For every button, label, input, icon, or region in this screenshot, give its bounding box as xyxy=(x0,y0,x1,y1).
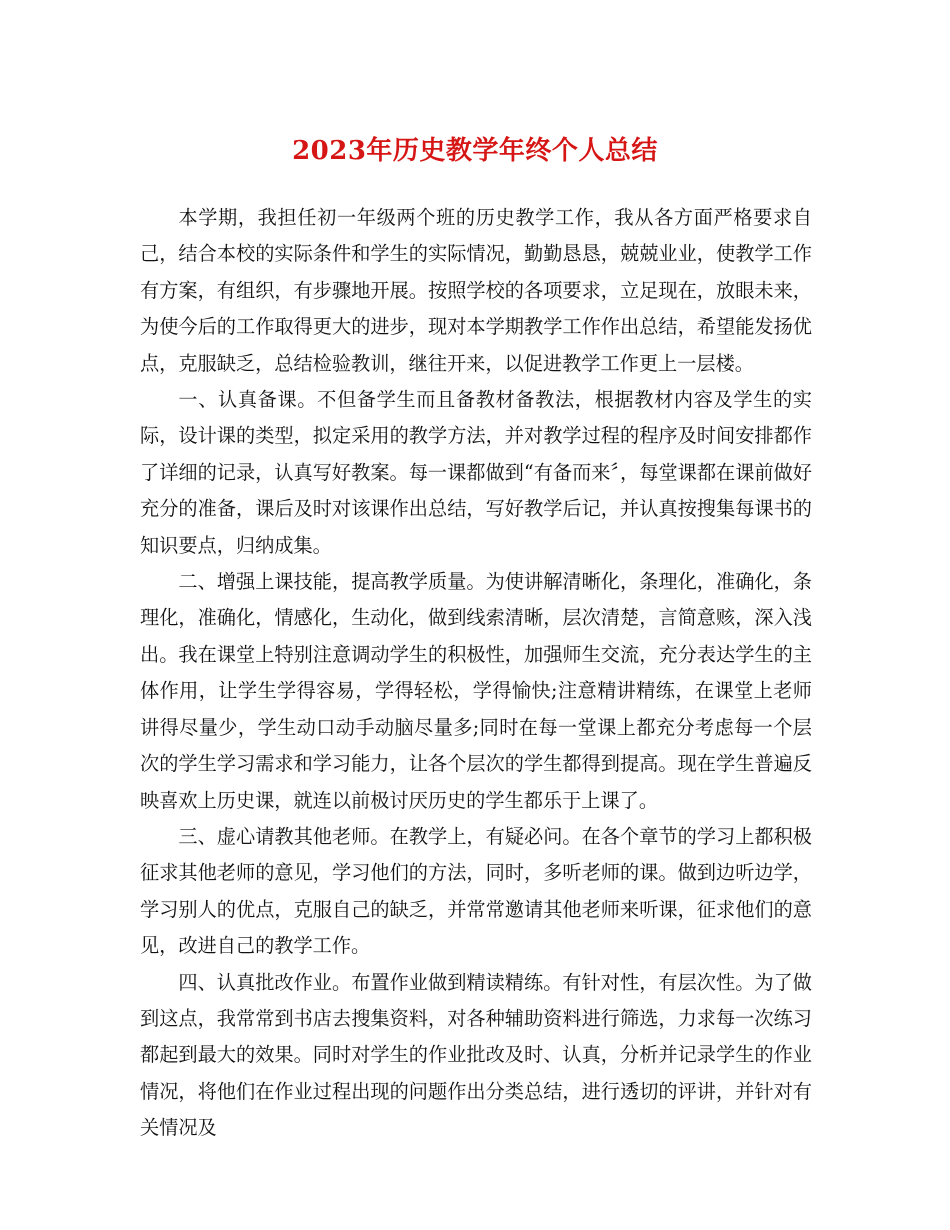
document-body xyxy=(140,200,812,1147)
document-title: 2023年历史教学年终个人总结 xyxy=(292,136,658,166)
paragraph-section-3: 三、虚心请教其他老师。在教学上，有疑必问。在各个章节的学习上都积极征求其他老师的意见，学习他们的方法，同时，多听老师的课。做到边听边学，学习别人的优点，克服自己的缺乏，并常常邀请其他老师来听课，征求他们的意见，改进自己的教学工作。 xyxy=(140,824,812,958)
paragraph-section-1: 一、认真备课。不但备学生而且备教材备教法，根据教材内容及学生的实际，设计课的类型，拟定采用的教学方法，并对教学过程的程序及时间安排都作了详细的记录，认真写好教案。每一课都做到“有备而来〞，每堂课都在课前做好充分的准备，课后及时对该课作出总结，写好教学后记，并认真按搜集每课书的知识要点，归纳成集。 xyxy=(140,388,812,557)
paragraph-intro: 本学期，我担任初一年级两个班的历史教学工作，我从各方面严格要求自己，结合本校的实际条件和学生的实际情况，勤勤恳恳，兢兢业业，使教学工作有方案，有组织，有步骤地开展。按照学校的各项要求，立足现在，放眼未来，为使今后的工作取得更大的进步，现对本学期教学工作作出总结，希望能发扬优点，克服缺乏，总结检验教训，继往开来，以促进教学工作更上一层楼。 xyxy=(140,206,812,375)
paragraph-section-2: 二、增强上课技能，提高教学质量。为使讲解清晰化，条理化，准确化，条理化，准确化，情感化，生动化，做到线索清晰，层次清楚，言简意赅，深入浅出。我在课堂上特别注意调动学生的积极性，加强师生交流，充分表达学生的主体作用，让学生学得容易，学得轻松，学得愉快;注意精讲精练，在课堂上老师讲得尽量少，学生动口动手动脑尽量多;同时在每一堂课上都充分考虑每一个层次的学生学习需求和学习能力，让各个层次的学生都得到提高。现在学生普遍反映喜欢上历史课，就连以前极讨厌历史的学生都乐于上课了。 xyxy=(140,570,812,812)
paragraph-section-4: 四、认真批改作业。布置作业做到精读精练。有针对性，有层次性。为了做到这点，我常常到书店去搜集资料，对各种辅助资料进行筛选，力求每一次练习都起到最大的效果。同时对学生的作业批改及时、认真，分析并记录学生的作业情况，将他们在作业过程出现的问题作出分类总结，进行透切的评讲，并针对有关情况及 xyxy=(140,970,812,1140)
